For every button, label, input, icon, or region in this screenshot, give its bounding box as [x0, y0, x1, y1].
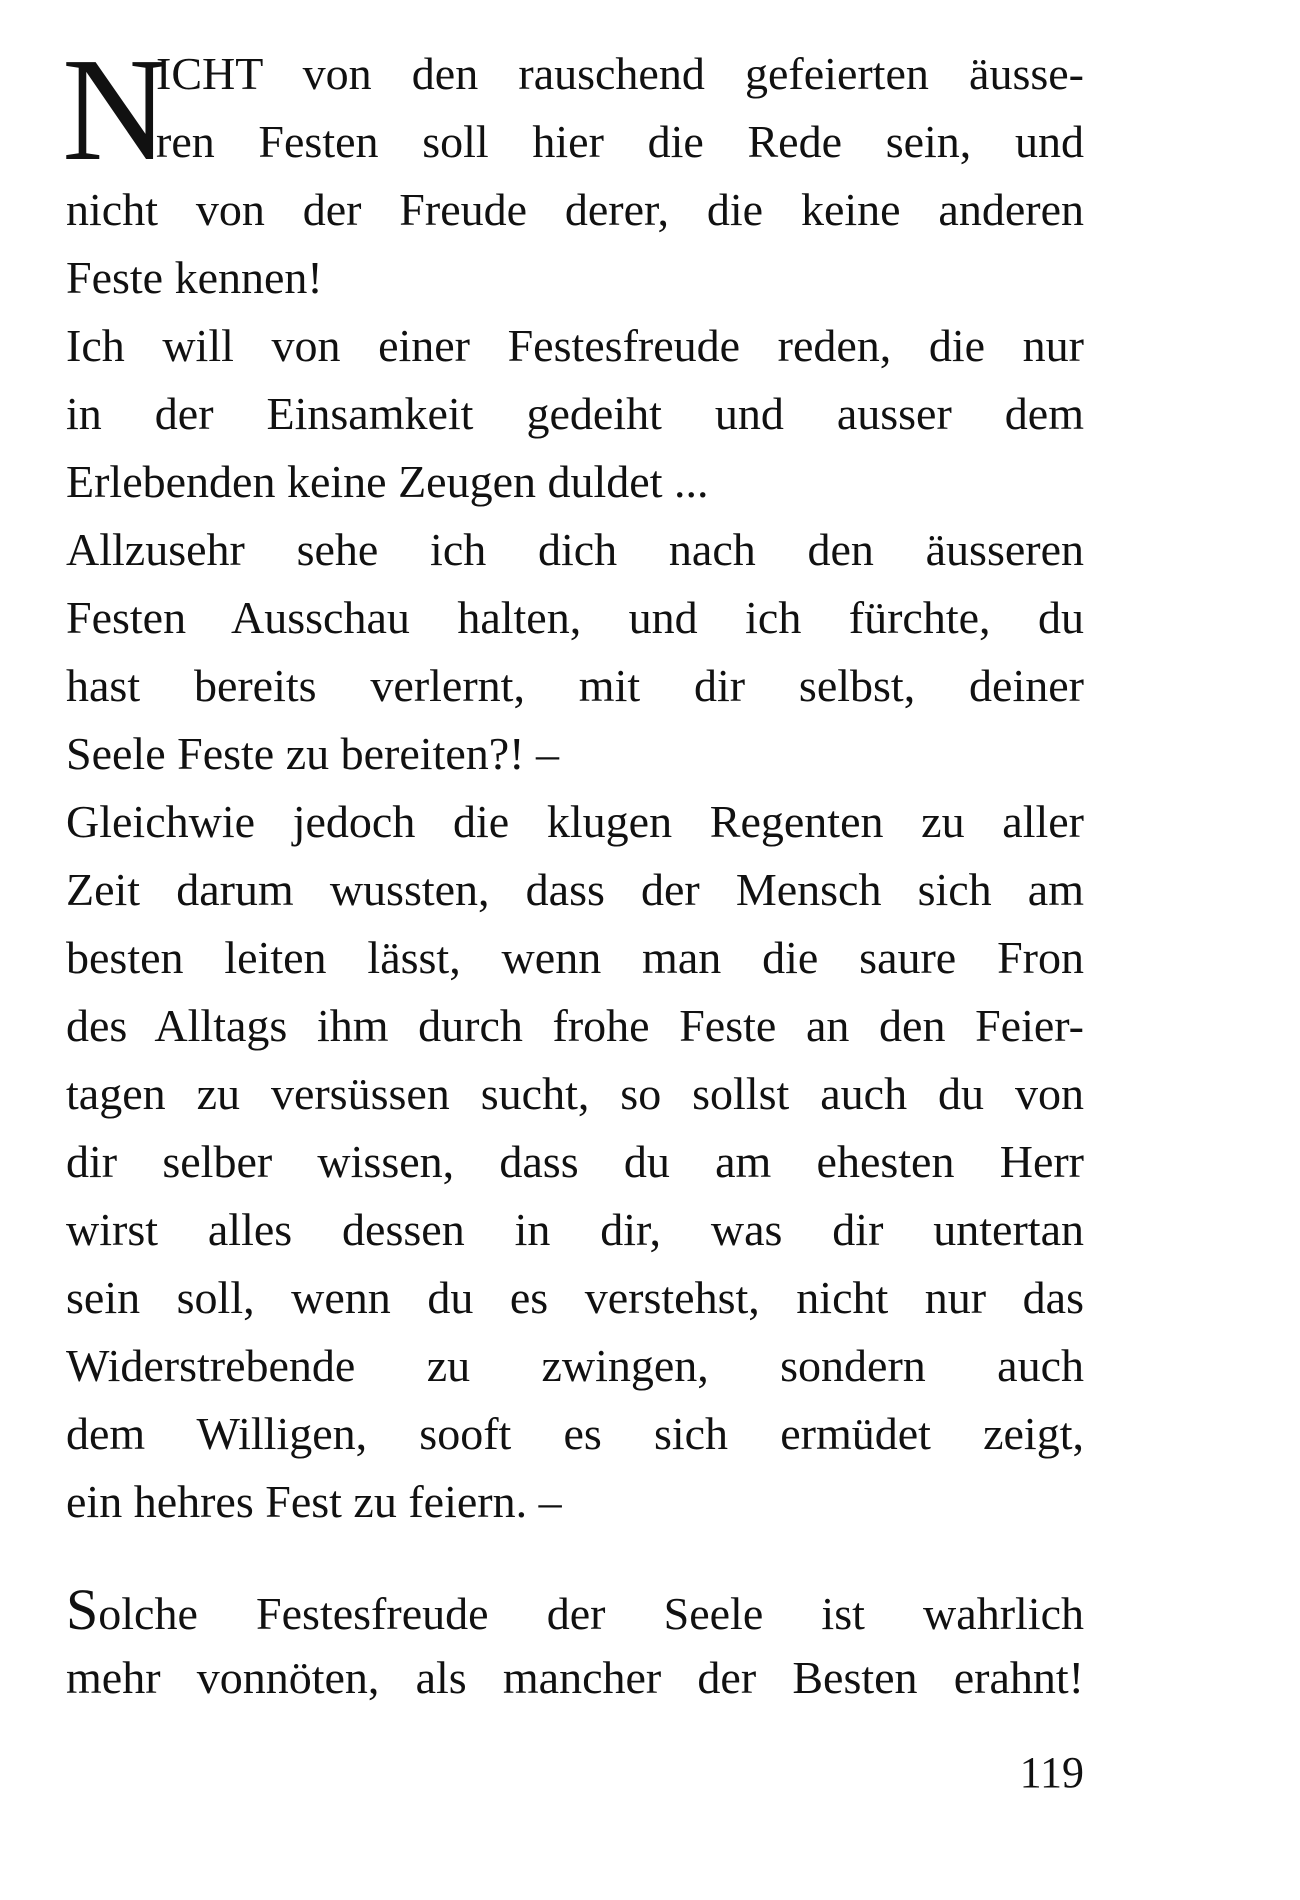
text-line-16: tagen zu versüssen sucht, so sollst auch du von	[66, 1068, 1084, 1119]
text-line-10: hast bereits verlernt, mit dir selbst, deiner	[66, 660, 1084, 711]
text-line-12: Gleichwie jedoch die klugen Regenten zu aller	[66, 796, 1084, 847]
text-line-20: Widerstrebende zu zwingen, sondern auch	[66, 1340, 1084, 1391]
text-line-18: wirst alles dessen in dir, was dir untertan	[66, 1204, 1084, 1255]
text-line-5: Ich will von einer Festesfreude reden, die nur	[66, 320, 1084, 371]
text-line-14: besten leiten lässt, wenn man die saure Fron	[66, 932, 1084, 983]
text-line-2: ren Festen soll hier die Rede sein, und	[156, 116, 1084, 167]
text-line-21: dem Willigen, sooft es sich ermüdet zeigt,	[66, 1408, 1084, 1459]
text-line-8: Allzusehr sehe ich dich nach den äusseren	[66, 524, 1084, 575]
second-paragraph-initial: S	[66, 1577, 99, 1642]
text-line-15: des Alltags ihm durch frohe Feste an den Feier-	[66, 1000, 1084, 1051]
second-paragraph-line-1	[66, 1577, 1084, 1642]
text-line-9: Festen Ausschau halten, und ich fürchte, du	[66, 592, 1084, 643]
second-paragraph-line-1-text: olche Festesfreude der Seele ist wahrlich	[98, 1588, 1084, 1639]
second-paragraph-line-2: mehr vonnöten, als mancher der Besten erahnt!	[66, 1652, 1084, 1703]
text-line-13: Zeit darum wussten, dass der Mensch sich am	[66, 864, 1084, 915]
text-line-3: nicht von der Freude derer, die keine anderen	[66, 184, 1084, 235]
text-line-17: dir selber wissen, dass du am ehesten Herr	[66, 1136, 1084, 1187]
text-line-19: sein soll, wenn du es verstehst, nicht nur das	[66, 1272, 1084, 1323]
text-line-11: Seele Feste zu bereiten?! –	[66, 728, 559, 779]
text-line-4: Feste kennen!	[66, 252, 323, 303]
page-number: 119	[1019, 1748, 1084, 1797]
text-line-7: Erlebenden keine Zeugen duldet ...	[66, 456, 709, 507]
text-line-6: in der Einsamkeit gedeiht und ausser dem	[66, 388, 1084, 439]
text-line-22: ein hehres Fest zu feiern. –	[66, 1476, 562, 1527]
drop-cap: N	[62, 28, 169, 192]
text-line-1: ICHT von den rauschend gefeierten äusse-	[156, 48, 1084, 99]
